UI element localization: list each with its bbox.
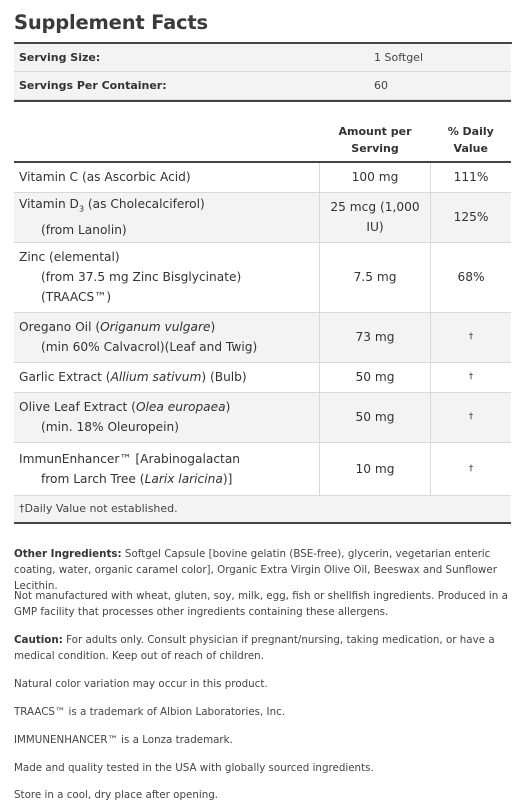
table-row <box>14 442 511 495</box>
nutrient-amount: 100 mg <box>320 162 431 192</box>
nutrient-source-text: from Larch Tree ( <box>41 471 145 486</box>
nutrient-latin-name: Origanum vulgare <box>100 320 211 334</box>
caution-statement <box>14 632 514 664</box>
header-amount-line1: Amount per <box>338 124 412 138</box>
nutrient-latin-name: Olea europaea <box>135 400 226 414</box>
nutrient-name <box>14 362 320 392</box>
nutrient-amount: 50 mg <box>320 392 431 442</box>
nutrient-table <box>14 118 511 524</box>
nutrient-amount-line2: IU) <box>366 220 384 234</box>
color-statement: Natural color variation may occur in this product. <box>14 678 268 690</box>
nutrient-name <box>14 392 320 442</box>
header-amount-per-serving <box>320 118 431 162</box>
nutrient-source: (from Lanolin) <box>41 222 127 237</box>
nutrient-name <box>14 242 320 312</box>
other-ingredients-label: Other Ingredients: <box>14 548 122 560</box>
nutrient-source: (from 37.5 mg Zinc Bisglycinate) <box>41 270 242 284</box>
nutrient-name: Vitamin C (as Ascorbic Acid) <box>14 162 320 192</box>
storage-statement: Store in a cool, dry place after opening. <box>14 789 219 801</box>
nutrient-amount: 7.5 mg <box>320 242 431 312</box>
table-row <box>14 162 511 192</box>
nutrient-amount: 50 mg <box>320 362 431 392</box>
nutrient-name-text: ) <box>225 400 231 414</box>
nutrient-daily-value: † <box>431 392 512 442</box>
serving-size-row <box>14 44 511 72</box>
nutrient-source <box>19 469 315 489</box>
nutrient-source: (min. 18% Oleuropein) <box>41 420 179 434</box>
serving-table <box>14 44 511 100</box>
caution-label: Caution: <box>14 634 63 646</box>
nutrient-daily-value: 68% <box>431 242 512 312</box>
made-in-usa-statement: Made and quality tested in the USA with globally sourced ingredients. <box>14 762 374 774</box>
nutrient-latin-name: Allium sativum <box>110 370 202 384</box>
nutrient-daily-value: † <box>431 312 512 362</box>
caution-text: For adults only. Consult physician if pregnant/nursing, taking medication, or have a medical condition. Keep out of reach of children. <box>14 634 495 662</box>
nutrient-daily-value: † <box>431 442 512 495</box>
nutrient-name-text: (as Cholecalciferol) <box>84 197 205 212</box>
immunenhancer-trademark: IMMUNENHANCER™ is a Lonza trademark. <box>14 734 233 746</box>
nutrient-latin-name: Larix laricina <box>144 471 223 486</box>
nutrient-name <box>14 442 320 495</box>
section-divider <box>14 100 511 102</box>
other-ingredients <box>14 546 514 594</box>
nutrient-daily-value: † <box>431 362 512 392</box>
serving-size-value: 1 Softgel <box>369 44 511 72</box>
nutrient-name <box>14 312 320 362</box>
servings-per-container-value: 60 <box>369 72 511 100</box>
servings-per-container-label: Servings Per Container: <box>14 72 369 100</box>
nutrient-amount: 73 mg <box>320 312 431 362</box>
footnote: †Daily Value not established. <box>14 495 511 523</box>
nutrient-name-text: ) (Bulb) <box>201 370 247 384</box>
nutrient-name-text: ) <box>210 320 216 334</box>
nutrient-daily-value: 111% <box>431 162 512 192</box>
other-ingredients-text: Softgel Capsule [bovine gelatin (BSE-free), glycerin, vegetarian enteric coating, water, organic caramel color], Organic Extra Virgin Olive Oil, Beeswax and Sunflower Lecithin. <box>14 548 497 592</box>
nutrient-name-text: Vitamin D <box>19 197 79 212</box>
nutrient-amount-line1: 25 mcg (1,000 <box>330 200 420 214</box>
nutrient-amount: 10 mg <box>320 442 431 495</box>
allergen-statement: Not manufactured with wheat, gluten, soy, milk, egg, fish or shellfish ingredients. Produced in a GMP facility that processes other ingredients containing these allergens. <box>14 590 508 618</box>
nutrient-name-text: ImmunEnhancer™ [Arabinogalactan <box>19 451 241 466</box>
nutrient-name <box>14 192 320 242</box>
nutrient-subscript: 3 <box>78 204 85 214</box>
nutrient-name-text: Olive Leaf Extract ( <box>19 400 136 414</box>
table-row <box>14 312 511 362</box>
serving-size-label: Serving Size: <box>14 44 369 72</box>
header-blank <box>14 118 320 162</box>
nutrient-source: (TRAACS™) <box>41 290 112 304</box>
footnote-row <box>14 495 511 523</box>
table-row <box>14 362 511 392</box>
nutrient-name-text: Zinc (elemental) <box>19 250 120 264</box>
servings-per-container-row <box>14 72 511 100</box>
nutrient-source-text: )] <box>222 471 233 486</box>
header-daily-value: % Daily Value <box>431 118 512 162</box>
nutrient-amount <box>320 192 431 242</box>
table-row <box>14 192 511 242</box>
table-header-row <box>14 118 511 162</box>
table-row <box>14 242 511 312</box>
table-row <box>14 392 511 442</box>
nutrient-name-text: Garlic Extract ( <box>19 370 111 384</box>
nutrient-source: (min 60% Calvacrol)(Leaf and Twig) <box>41 340 258 354</box>
traacs-trademark: TRAACS™ is a trademark of Albion Laboratories, Inc. <box>14 706 286 718</box>
nutrient-daily-value: 125% <box>431 192 512 242</box>
header-amount-line2: Serving <box>351 141 399 155</box>
page-title: Supplement Facts <box>14 11 208 34</box>
nutrient-name-text: Oregano Oil ( <box>19 320 101 334</box>
